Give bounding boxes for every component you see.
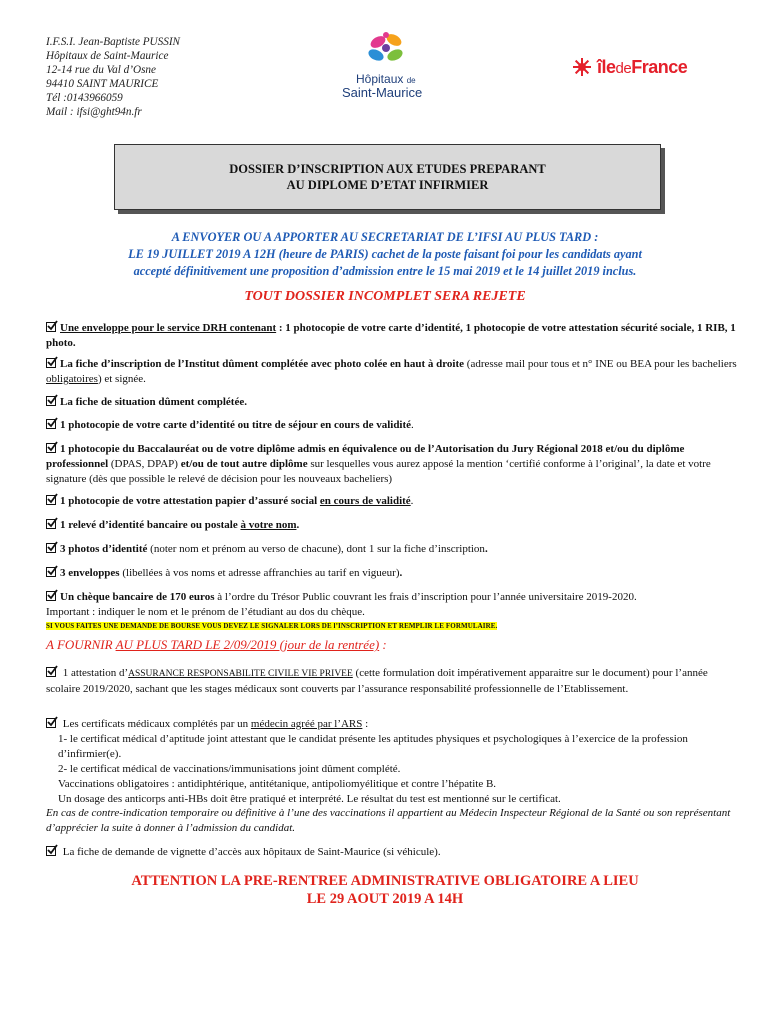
checklist-item: La fiche de demande de vignette d’accès aux hôpitaux de Saint-Maurice (si véhicule). — [46, 845, 738, 860]
checklist-item: Un chèque bancaire de 170 euros à l’ordre du Trésor Public couvrant les frais d’inscription pour l’année universitaire 2019-2020. Important : indiquer le nom et le prénom de l’étudiant au dos du chèque. SI VOUS FAITES UNE DEMANDE DE BOURSE VOUS DEVEZ LE SIGNALER LORS DE l’INSCRIPTION ET REMPLIR LE FORMULAIRE. — [46, 590, 738, 632]
address-line: Hôpitaux de Saint-Maurice — [46, 50, 169, 62]
certificate-line: Un dosage des anticorps anti-HBs doit être pratiqué et interprété. Le résultat du test est mentionné sur le certificat. — [58, 793, 561, 805]
checked-box-icon — [46, 591, 56, 601]
certificate-line: 2- le certificat médical de vaccinations/immunisations joint dûment complété. — [58, 763, 401, 775]
checked-box-icon — [46, 358, 56, 368]
final-line: ATTENTION LA PRE-RENTREE ADMINISTRATIVE OBLIGATOIRE A LIEU — [131, 873, 639, 889]
checklist-item: Une enveloppe pour le service DRH contenant : 1 photocopie de votre carte d’identité, 1 photocopie de votre attestation sécurité sociale, 1 RIB, 1 photo. — [46, 322, 736, 349]
checklist-item: La fiche de situation dûment complétée. — [46, 395, 738, 410]
pre-rentree-attention — [0, 872, 770, 908]
notice-line: A ENVOYER OU A APPORTER AU SECRETARIAT DE L’IFSI AU PLUS TARD : — [171, 230, 599, 244]
cheque-note: Important : indiquer le nom et le prénom de l’étudiant au dos du chèque. — [46, 606, 365, 618]
scholarship-highlight: SI VOUS FAITES UNE DEMANDE DE BOURSE VOUS DEVEZ LE SIGNALER LORS DE l’INSCRIPTION ET REMPLIR LE FORMULAIRE. — [46, 622, 498, 630]
logo-text: de — [615, 59, 632, 77]
address-line: I.F.S.I. Jean-Baptiste PUSSIN — [46, 36, 181, 48]
checked-box-icon — [46, 495, 56, 505]
flower-logo-icon — [364, 30, 408, 68]
certificate-line: Vaccinations obligatoires : antidiphtérique, antitétanique, antipoliomyélitique et contre l’hépatite B. — [58, 778, 497, 790]
institute-address — [46, 35, 180, 119]
certificate-line: 1- le certificat médical d’aptitude joint attestant que le candidat présente les aptitudes physiques et psychologiques à l’exercice de la profession d’infirmier(e). — [58, 733, 688, 760]
checked-box-icon — [46, 419, 56, 429]
checked-box-icon — [46, 322, 56, 332]
ile-de-france-logo — [572, 55, 687, 79]
document-title-box — [114, 144, 661, 210]
logo-text-small: de — [406, 76, 416, 85]
checked-box-icon — [46, 846, 56, 856]
provide-later-heading: A FOURNIR AU PLUS TARD LE 2/09/2019 (jour de la rentrée) : — [46, 637, 387, 652]
checked-box-icon — [46, 718, 56, 728]
checked-box-icon — [46, 543, 56, 553]
checked-box-icon — [46, 519, 56, 529]
final-line: LE 29 AOUT 2019 A 14H — [306, 891, 464, 907]
checked-box-icon — [46, 396, 56, 406]
checklist-item: 3 photos d’identité (noter nom et prénom au verso de chacune), dont 1 sur la fiche d’inscription. — [46, 542, 738, 557]
checklist-item: 1 relevé d’identité bancaire ou postale à votre nom. — [46, 518, 738, 533]
notice-line: LE 19 JUILLET 2019 A 12H (heure de PARIS) cachet de la poste faisant foi pour les candidats ayant — [128, 247, 642, 261]
address-line: 94410 SAINT MAURICE — [46, 78, 159, 90]
star-icon — [572, 57, 592, 77]
address-line: 12-14 rue du Val d’Osne — [46, 64, 156, 76]
checklist-item: 1 attestation d’ASSURANCE RESPONSABILITE CIVILE VIE PRIVEE (cette formulation doit impérativement apparaitre sur le document) pour l’année scolaire 2019/2020, sachant que les stages médicaux sont couverts par l’assurance responsabilité professionnelle de l’Etablissement. — [46, 667, 708, 695]
logo-text: Saint-Maurice — [342, 85, 423, 100]
submission-deadline-notice — [30, 229, 740, 280]
notice-line: accepté définitivement une proposition d’admission entre le 15 mai 2019 et le 14 juillet 2019 inclus. — [133, 264, 637, 278]
checklist-item: La fiche d’inscription de l’Institut dûment complétée avec photo colée en haut à droite (adresse mail pour tous et n° INE ou BEA pour les bacheliers obligatoires) et signée. — [46, 358, 737, 385]
checklist-item: 1 photocopie du Baccalauréat ou de votre diplôme admis en équivalence ou de l’Autorisation du Jury Régional 2018 et/ou du diplôme professionnel (DPAS, DPAP) et/ou de tout autre diplôme sur lesquelles vous aurez apposé la mention ‘certifié conforme à l’original’, la date et votre signature (dès que possible le relevé de décision pour les nouveaux bacheliers) — [46, 443, 711, 485]
checklist-item: 1 photocopie de votre attestation papier d’assuré social en cours de validité. — [46, 494, 738, 509]
checklist-item: Les certificats médicaux complétés par un médecin agréé par l’ARS : 1- le certificat médical d’aptitude joint attestant que le candidat présente les aptitudes physiques et psychologiques à l’exercice de la profession d’infirmier(e). 2- le certificat médical de vaccinations/immunisations joint dûment complété. Vaccinations obligatoires : antidiphtérique, antitétanique, antipoliomyélitique et contre l’hépatite B. Un dosage des anticorps anti-HBs doit être pratiqué et interprété. Le résultat du test est mentionné sur le certificat. — [46, 717, 738, 807]
reject-warning-heading: TOUT DOSSIER INCOMPLET SERA REJETE — [244, 289, 526, 304]
checklist-item: 1 photocopie de votre carte d’identité ou titre de séjour en cours de validité. — [46, 418, 738, 433]
checked-box-icon — [46, 567, 56, 577]
address-line: Mail : ifsi@ght94n.fr — [46, 106, 142, 118]
logo-text: île — [597, 56, 616, 77]
address-line: Tél :0143966059 — [46, 92, 123, 104]
checklist-item: 3 enveloppes (libellées à vos noms et adresse affranchies au tarif en vigueur). — [46, 566, 738, 581]
checked-box-icon — [46, 443, 56, 453]
logo-text: Hôpitaux — [356, 72, 404, 86]
checked-box-icon — [46, 667, 56, 677]
title-line: AU DIPLOME D’ETAT INFIRMIER — [286, 178, 489, 192]
title-line: DOSSIER D’INSCRIPTION AUX ETUDES PREPARANT — [229, 162, 546, 176]
hopitaux-saint-maurice-logo — [338, 30, 438, 102]
contraindication-note: En cas de contre-indication temporaire ou définitive à l’une des vaccinations il appartient au Médecin Inspecteur Régional de la Santé ou son représentant d’apprécier la suite à donner à l’admission du candidat. — [46, 807, 731, 834]
logo-text: France — [631, 56, 688, 77]
